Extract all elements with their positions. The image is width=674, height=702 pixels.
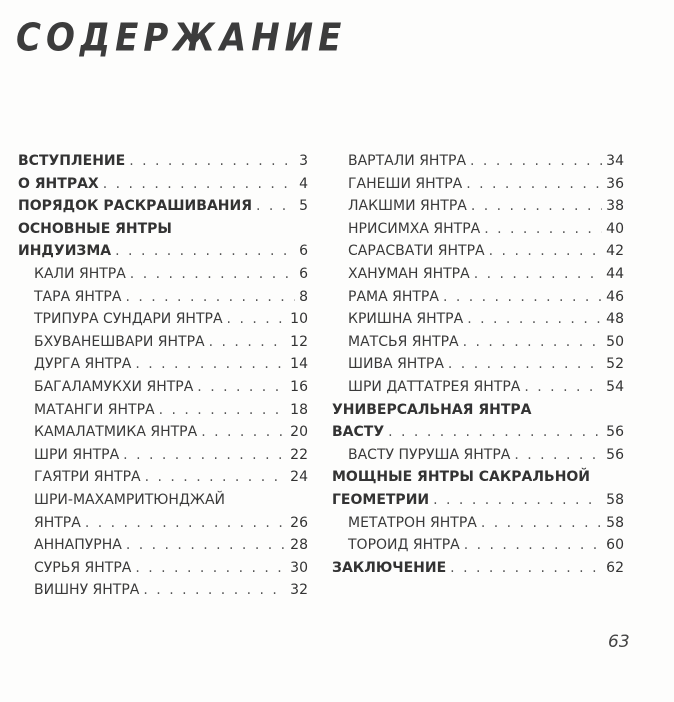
toc-page-number: 60	[606, 537, 624, 554]
toc-page-number: 50	[606, 333, 624, 350]
toc-entry-label: ГЕОМЕТРИИ	[332, 491, 430, 508]
toc-entry[interactable]	[18, 557, 308, 580]
toc-leader-dots	[201, 421, 286, 444]
page-title: СОДЕРЖАНИЕ	[16, 16, 347, 61]
toc-page-number: 12	[290, 333, 308, 350]
toc-leader-dots	[443, 286, 602, 309]
toc-entry-label: ШИВА ЯНТРА	[348, 356, 444, 373]
toc-page-number: 36	[606, 175, 624, 192]
toc-section-entry[interactable]	[332, 489, 624, 512]
toc-entry-label: ХАНУМАН ЯНТРА	[348, 265, 470, 282]
toc-entry[interactable]	[18, 263, 308, 286]
toc-entry[interactable]	[332, 195, 624, 218]
toc-entry-label: САРАСВАТИ ЯНТРА	[348, 243, 485, 260]
toc-left-column	[18, 150, 308, 602]
toc-entry-label: ПОРЯДОК РАСКРАШИВАНИЯ	[18, 198, 252, 215]
toc-leader-dots	[464, 534, 602, 557]
toc-entry-label: КАЛИ ЯНТРА	[34, 265, 126, 282]
toc-page-number: 42	[606, 243, 624, 260]
toc-leader-dots	[227, 308, 287, 331]
toc-page-number: 10	[290, 311, 308, 328]
toc-page-number: 54	[606, 378, 624, 395]
toc-page-number: 62	[606, 559, 624, 576]
toc-leader-dots	[197, 376, 286, 399]
toc-entry-label: ВАСТУ	[332, 424, 385, 441]
toc-entry[interactable]	[332, 534, 624, 557]
toc-entry[interactable]	[332, 218, 624, 241]
toc-entry-label: ИНДУИЗМА	[18, 243, 112, 260]
toc-section-entry[interactable]	[18, 195, 308, 218]
toc-page-number: 26	[290, 514, 308, 531]
toc-leader-dots	[388, 421, 602, 444]
toc-entry[interactable]	[18, 353, 308, 376]
toc-leader-dots	[143, 579, 286, 602]
toc-leader-dots	[145, 466, 287, 489]
toc-page-number: 22	[290, 446, 308, 463]
toc-page-number: 58	[606, 491, 624, 508]
toc-page-number: 44	[606, 265, 624, 282]
toc-section-entry[interactable]	[18, 240, 308, 263]
toc-entry-label: НРИСИМХА ЯНТРА	[348, 220, 481, 237]
toc-page-number: 56	[606, 424, 624, 441]
toc-entry-label: ШРИ ДАТТАТРЕЯ ЯНТРА	[348, 378, 521, 395]
toc-entry[interactable]	[332, 240, 624, 263]
toc-entry-line	[332, 466, 624, 489]
toc-leader-dots	[484, 218, 602, 241]
toc-leader-dots	[463, 331, 603, 354]
toc-section-entry[interactable]	[18, 173, 308, 196]
toc-entry-label: ТОРОИД ЯНТРА	[348, 537, 460, 554]
toc-entry-label: ЗАКЛЮЧЕНИЕ	[332, 559, 447, 576]
toc-entry-label: ВИШНУ ЯНТРА	[34, 582, 140, 599]
toc-entry-label: ДУРГА ЯНТРА	[34, 356, 132, 373]
toc-section-entry[interactable]	[332, 421, 624, 444]
toc-leader-dots	[433, 489, 602, 512]
toc-entry[interactable]	[18, 421, 308, 444]
toc-page-number: 20	[290, 424, 308, 441]
toc-entry[interactable]	[332, 444, 624, 467]
toc-page-number: 48	[606, 311, 624, 328]
toc-entry[interactable]	[18, 308, 308, 331]
toc-entry-label: ВСТУПЛЕНИЕ	[18, 153, 126, 169]
toc-entry[interactable]	[18, 331, 308, 354]
toc-page-number: 58	[606, 514, 624, 531]
toc-entry-line	[18, 489, 308, 512]
toc-section-entry[interactable]	[332, 557, 624, 580]
toc-entry[interactable]	[18, 399, 308, 422]
toc-leader-dots	[135, 557, 286, 580]
page-number: 63	[608, 632, 630, 652]
toc-page-number: 32	[290, 582, 308, 599]
toc-leader-dots	[467, 308, 602, 331]
toc-entry[interactable]	[18, 534, 308, 557]
toc-entry-label: МОЩНЫЕ ЯНТРЫ САКРАЛЬНОЙ	[332, 469, 591, 486]
toc-page-number: 24	[290, 469, 308, 486]
toc-entry[interactable]	[18, 444, 308, 467]
toc-page-number: 18	[290, 401, 308, 418]
toc-page-number: 5	[299, 198, 308, 215]
toc-entry[interactable]	[18, 466, 308, 489]
toc-entry-label: ЯНТРА	[34, 514, 81, 531]
toc-leader-dots	[129, 150, 295, 173]
toc-entry-label: МЕТАТРОН ЯНТРА	[348, 514, 477, 531]
toc-leader-dots	[130, 263, 295, 286]
toc-entry[interactable]	[332, 173, 624, 196]
toc-page-number: 28	[290, 537, 308, 554]
toc-page-number: 52	[606, 356, 624, 373]
toc-entry[interactable]	[332, 263, 624, 286]
toc-page-number: 16	[290, 378, 308, 395]
toc-entry-label: ТАРА ЯНТРА	[34, 288, 122, 305]
toc-leader-dots	[474, 263, 602, 286]
toc-leader-dots	[481, 512, 602, 535]
toc-leader-dots	[125, 286, 295, 309]
toc-entry-label: О ЯНТРАХ	[18, 175, 99, 192]
toc-entry-line	[18, 218, 308, 241]
toc-page-number: 8	[299, 288, 308, 305]
toc-page-number: 4	[299, 175, 308, 192]
toc-leader-dots	[470, 150, 602, 173]
toc-entry-label: ВАСТУ ПУРУША ЯНТРА	[348, 446, 511, 463]
toc-page-number: 6	[299, 265, 308, 282]
toc-leader-dots	[514, 444, 602, 467]
toc-entry-label: АННАПУРНА	[34, 537, 122, 554]
toc-page-number: 38	[606, 198, 624, 215]
toc-entry-label: ЛАКШМИ ЯНТРА	[348, 198, 467, 215]
toc-leader-dots	[159, 399, 287, 422]
toc-entry-label: ШРИ ЯНТРА	[34, 446, 120, 463]
toc-entry-label: СУРЬЯ ЯНТРА	[34, 559, 132, 576]
toc-page-number: 30	[290, 559, 308, 576]
toc-page-number: 46	[606, 288, 624, 305]
toc-leader-dots	[489, 240, 603, 263]
toc-leader-dots	[466, 173, 602, 196]
toc-entry[interactable]	[18, 579, 308, 602]
toc-entry-label: МАТАНГИ ЯНТРА	[34, 401, 155, 418]
toc-entry[interactable]	[332, 286, 624, 309]
toc-leader-dots	[123, 444, 286, 467]
toc-entry[interactable]	[332, 150, 624, 173]
toc-entry[interactable]	[18, 512, 308, 535]
toc-entry-label: ТРИПУРА СУНДАРИ ЯНТРА	[34, 311, 223, 328]
toc-entry[interactable]	[332, 376, 624, 399]
toc-entry-label: БАГАЛАМУКХИ ЯНТРА	[34, 378, 194, 395]
toc-entry[interactable]	[332, 308, 624, 331]
toc-entry-label: РАМА ЯНТРА	[348, 288, 439, 305]
toc-leader-dots	[209, 331, 287, 354]
toc-leader-dots	[524, 376, 602, 399]
toc-leader-dots	[450, 557, 602, 580]
toc-entry-label: МАТСЬЯ ЯНТРА	[348, 333, 459, 350]
toc-leader-dots	[256, 195, 295, 218]
toc-page-number: 6	[299, 243, 308, 260]
toc-entry[interactable]	[332, 331, 624, 354]
toc-entry-label: БХУВАНЕШВАРИ ЯНТРА	[34, 333, 205, 350]
toc-entry-label: ВАРТАЛИ ЯНТРА	[348, 153, 467, 169]
toc-page-number: 14	[290, 356, 308, 373]
toc-right-column	[332, 150, 624, 579]
toc-entry-label: КРИШНА ЯНТРА	[348, 311, 464, 328]
toc-page-number: 40	[606, 220, 624, 237]
toc-leader-dots	[471, 195, 602, 218]
toc-leader-dots	[103, 173, 295, 196]
toc-page-number: 3	[299, 153, 308, 169]
toc-entry-label: КАМАЛАТМИКА ЯНТРА	[34, 424, 198, 441]
toc-leader-dots	[135, 353, 286, 376]
toc-entry-label: ГАЯТРИ ЯНТРА	[34, 469, 141, 486]
toc-leader-dots	[448, 353, 602, 376]
toc-entry-line	[332, 399, 624, 422]
toc-entry-label: ШРИ-МАХАМРИТЮНДЖАЙ	[34, 491, 226, 508]
toc-entry[interactable]	[332, 353, 624, 376]
toc-page-number: 34	[606, 153, 624, 169]
toc-leader-dots	[85, 512, 286, 535]
toc-page-number: 56	[606, 446, 624, 463]
toc-leader-dots	[126, 534, 286, 557]
toc-entry[interactable]	[18, 286, 308, 309]
toc-entry[interactable]	[332, 512, 624, 535]
toc-section-entry[interactable]	[18, 150, 308, 173]
toc-entry-label: ГАНЕШИ ЯНТРА	[348, 175, 463, 192]
toc-leader-dots	[115, 240, 295, 263]
toc-entry-label: УНИВЕРСАЛЬНАЯ ЯНТРА	[332, 401, 532, 418]
toc-entry-label: ОСНОВНЫЕ ЯНТРЫ	[18, 220, 172, 237]
toc-entry[interactable]	[18, 376, 308, 399]
